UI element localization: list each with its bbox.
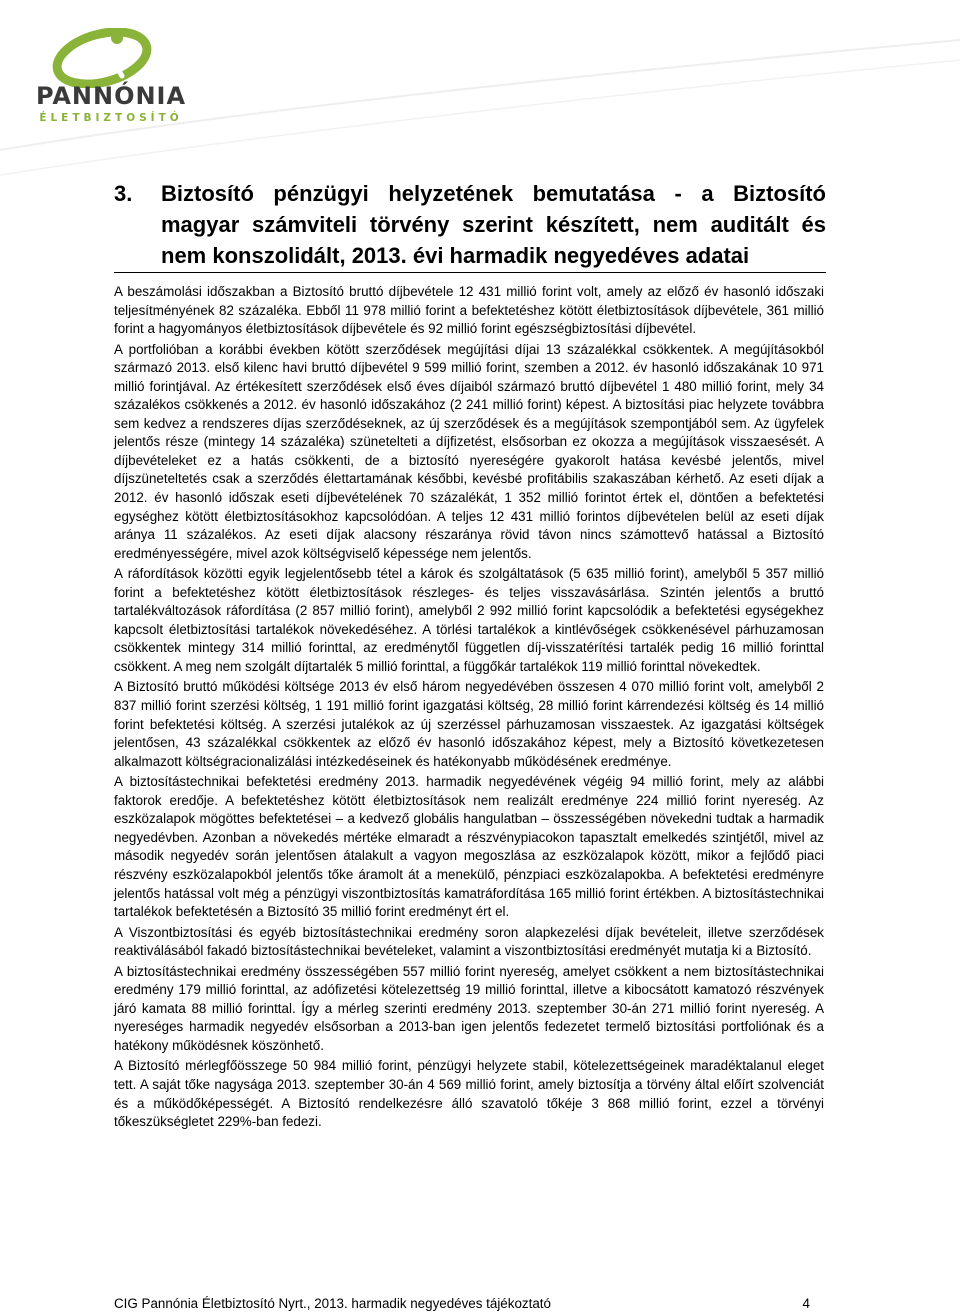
page-footer bbox=[114, 1296, 810, 1311]
section-number: 3. bbox=[114, 181, 133, 206]
page-number: 4 bbox=[802, 1296, 810, 1311]
company-logo bbox=[22, 28, 194, 128]
paragraph: A biztosítástechnikai befektetési eredmény 2013. harmadik negyedévének végéig 94 millió forint, mely az alábbi faktorok eredője. A befektetéshez kötött életbiztosítások nem realizált eredménye 224 millió forint nyereség. Az eszközalapok mögöttes befektetései – a kedvező globális hangulatban – összességében növekedni tudtak a harmadik negyedévben. Azonban a növekedés mértéke elmaradt a részvénypiacokon tapasztalt emelkedés szintjétől, mivel az második negyedév során jelentősen átalakult a vagyon megoszlása az eszközalapok között, mikor a fejlődő piaci részvény eszközalapokból jelentős tőke áramolt át a menekülő, pénzpiaci eszközalapokba. A befektetési eredményre jelentős hatással volt még a pénzügyi viszontbiztosítás kamatráfordítása 165 millió forint értékben. A biztosítástechnikai tartalékok befektetésén a Biztosító 35 millió forint eredményt ért el. bbox=[114, 774, 824, 920]
paragraph: A ráfordítások közötti egyik legjelentősebb tétel a károk és szolgáltatások (5 635 millió forint), amelyből 5 357 millió forint a befektetéshez kötött életbiztosítások részleges- és teljes visszavásárlása. Szintén jelentős a bruttó tartalékváltozások ráfordítása (2 857 millió forint), amelyből 2 992 millió forint kapcsolódik a befektetési egységekhez kapcsolt életbiztosítási tartalékok növekedéséhez. A törlési tartalékok a kintlévőségek csökkenésével párhuzamosan csökkentek mintegy 314 millió forinttal, az eredménytől független díj-visszatérítési tartalék pedig 16 millió forinttal csökkent. A meg nem szolgált díjtartalék 5 millió forinttal, a függőkár tartalékok 119 millió forinttal növekedtek. bbox=[114, 566, 824, 674]
logo-subtitle: ÉLETBIZTOSÍTÓ bbox=[39, 112, 183, 124]
footer-text: CIG Pannónia Életbiztosító Nyrt., 2013. harmadik negyedéves tájékoztató bbox=[114, 1296, 551, 1311]
heading-divider bbox=[114, 272, 826, 273]
section-heading bbox=[114, 178, 826, 271]
section-title: Biztosító pénzügyi helyzetének bemutatása - a Biztosító magyar számviteli törvény szerint készített, nem auditált és nem konszolidált, 2013. évi harmadik negyedéves adatai bbox=[161, 181, 826, 268]
paragraph: A Viszontbiztosítási és egyéb biztosítástechnikai eredmény soron alapkezelési díjak bevételeit, illetve szerződések reaktiválásából fakadó biztosítástechnikai bevételeket, valamint a viszontbiztosítási eredményét mutatja ki a Biztosító. bbox=[114, 924, 824, 959]
paragraph: A Biztosító mérlegfőösszege 50 984 millió forint, pénzügyi helyzete stabil, kötelezettségeinek maradéktalanul eleget tett. A saját tőke nagysága 2013. szeptember 30-án 4 569 millió forint, amely biztosítja a törvény által előírt szolvenciát és a működőképességét. A Biztosító rendelkezésre álló szavatoló tőkéje 3 868 millió forint, ezzel a törvényi tőkeszükségletet 229%-ban fedezi. bbox=[114, 1058, 824, 1130]
paragraph: A portfolióban a korábbi években kötött szerződések megújítási díjai 13 százalékkal csökkentek. A megújításokból származó 2013. első kilenc havi bruttó díjbevétel 9 599 millió forint, szemben a 2012. év hasonló időszakának 10 971 millió forintjával. Az értékesített szerződések első éves díjaiból származó bruttó díjbevétel 1 480 millió forint, mely 34 százalékos csökkenés a 2012. év hasonló időszakához (2 241 millió forint) képest. A biztosítási piac helyzete továbbra sem kedvez a rendszeres díjas szerződéseknek, az új szerződések és a megújítások szempontjából sem. Az ügyfelek jelentős része (mintegy 14 százaléka) szünetelteti a díjfizetést, elsősorban ez okozza a megújítások visszaesését. A díjbevételeket ez a hatás csökkenti, de a biztosító nyereségére gyakorolt hatása kevésbé jelentős, mivel díjszüneteltetés csak a szerződés élettartamának későbbi, kevésbé profitábilis szakaszában kérhető. Az eseti díjak a 2012. év hasonló időszak eseti díjbevételének 70 százalékát, 1 352 millió forintot értek el, döntően a befektetési egységhez kötött életbiztosításokhoz kapcsolódóan. A teljes 12 431 millió forintos díjbevételen belül az eseti díjak aránya 11 százalékos. Az eseti díjak alacsony részaránya rövid távon nincs számottevő hatással a Biztosító eredményességére, mivel azok költségviselő képessége nem jelentős. bbox=[114, 341, 824, 561]
document-body bbox=[114, 283, 824, 1134]
runner-logo-icon bbox=[22, 28, 194, 88]
paragraph: A biztosítástechnikai eredmény összességében 557 millió forint nyereség, amelyet csökkent a nem biztosítástechnikai eredmény 179 millió forinttal, az adófizetési kötelezettség 19 millió forinttal, illetve a kibocsátott kamatozó részvények járó kamata 88 millió forinttal. Így a mérleg szerinti eredmény 2013. szeptember 30-án 271 millió forint nyereség. A nyereséges harmadik negyedév elsősorban a 2013-ban igen jelentős fedezetet termelő biztosítási portfoliónak és a hatékony működésnek köszönhető. bbox=[114, 963, 824, 1053]
logo-wordmark: PANNÓNIA bbox=[35, 82, 187, 110]
paragraph: A beszámolási időszakban a Biztosító bruttó díjbevétele 12 431 millió forint volt, amely az előző év hasonló időszaki teljesítményének 82 százaléka. Ebből 11 978 millió forint a befektetéshez kötött életbiztosítások díjbevétele, 361 millió forint a hagyományos életbiztosítások díjbevétele és 92 millió forint egészségbiztosítási díjbevétel. bbox=[114, 284, 824, 337]
paragraph: A Biztosító bruttó működési költsége 2013 év első három negyedévében összesen 4 070 millió forint volt, amelyből 2 837 millió forint szerzési költség, 1 191 millió forint igazgatási költség, 28 millió forint kárrendezési költség és 14 millió forint befektetési költség. A szerzési jutalékok az új szerzéssel párhuzamosan visszaestek. Az igazgatási költségek jelentősen, 43 százalékkal csökkentek az előző év hasonló időszakához képest, mely a Biztosító következetesen alkalmazott költségracionalizálási intézkedéseinek és hatékonyabb működésének eredménye. bbox=[114, 679, 824, 769]
